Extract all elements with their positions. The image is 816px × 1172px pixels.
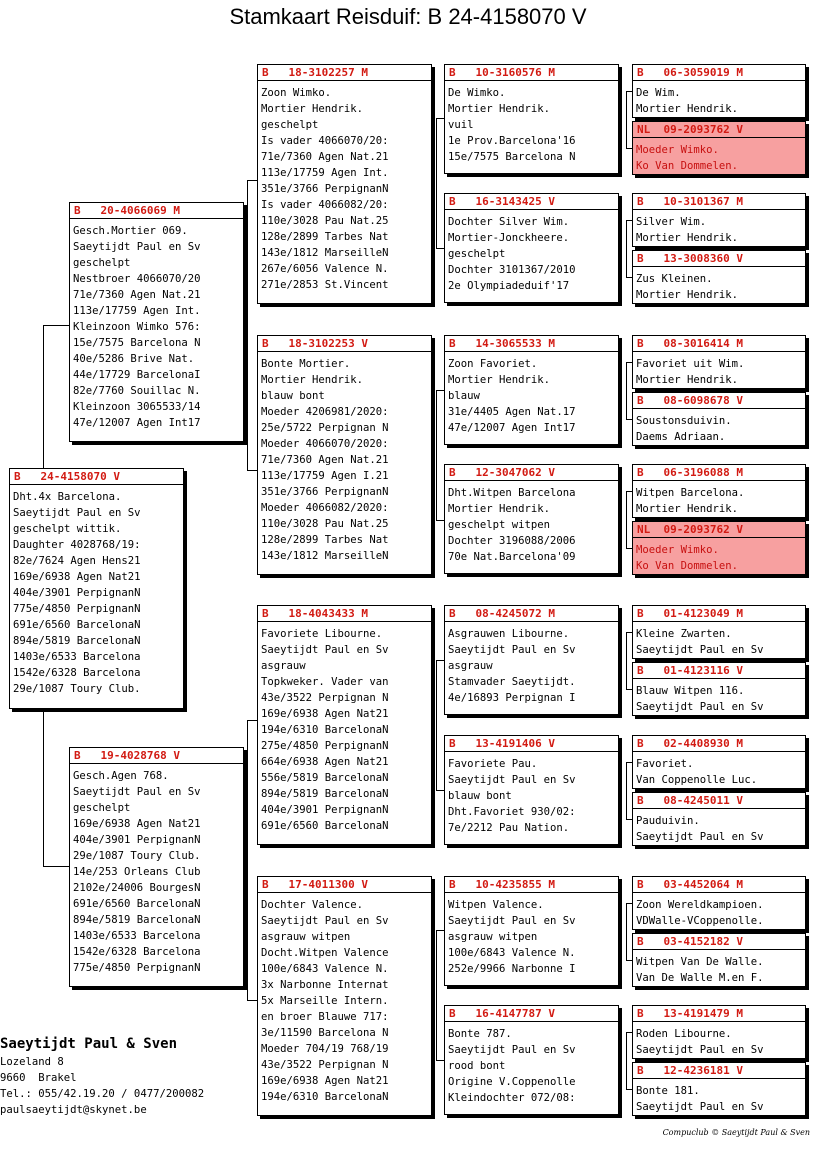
ring-number: B 01-4123116 V — [633, 663, 805, 679]
ring-number: B 01-4123049 M — [633, 606, 805, 622]
pigeon-name: Blauw Witpen 116. — [636, 685, 745, 697]
pedigree-note-line: Is vader 4066082/20: — [261, 199, 389, 211]
pedigree-note-line: Moeder 4066082/2020: — [261, 502, 389, 514]
pedigree-note-line: 47e/12007 Agen Int17 — [73, 417, 201, 429]
pedigree-note-line: 351e/3766 PerpignanN — [261, 183, 389, 195]
breeder-name: Mortier Hendrik. — [636, 503, 739, 515]
breeder-name: Mortier Hendrik. — [636, 289, 739, 301]
breeder-name: Saeytijdt Paul en Sv — [13, 507, 141, 519]
pedigree-box-ggf-2 — [444, 335, 619, 445]
breeder-name: Saeytijdt Paul en Sv — [73, 786, 201, 798]
breeder-name: Saeytijdt Paul en Sv — [636, 831, 764, 843]
pedigree-note-line: 169e/6938 Agen Nat21 — [73, 818, 201, 830]
pigeon-name: Dht.Witpen Barcelona — [448, 487, 576, 499]
pedigree-note-line: 894e/5819 BarcelonaN — [261, 788, 389, 800]
pedigree-box-father — [69, 202, 244, 442]
pedigree-note-line: 31e/4405 Agen Nat.17 — [448, 406, 576, 418]
pedigree-note-line: 169e/6938 Agen Nat21 — [13, 571, 141, 583]
breeder-name: Mortier Hendrik. — [448, 374, 551, 386]
pedigree-note-line: 128e/2899 Tarbes Nat — [261, 534, 389, 546]
pedigree-note-line: Kleinzoon Wimko 576: — [73, 321, 201, 333]
ring-number: B 08-4245011 V — [633, 793, 805, 809]
breeder-postal-line: 9660 Brakel — [0, 1072, 77, 1084]
pedigree-note-line: 2e Olympiadeduif'17 — [448, 280, 570, 292]
breeder-phone-line: Tel.: 055/42.19.20 / 0477/200082 — [0, 1088, 205, 1100]
pedigree-note-line: 113e/17759 Agen Int. — [73, 305, 201, 317]
pedigree-note-line: 1403e/6533 Barcelona — [73, 930, 201, 942]
pedigree-box-ggf-4 — [444, 876, 619, 986]
pigeon-name: Kleine Zwarten. — [636, 628, 732, 640]
pigeon-name: Dht.4x Barcelona. — [13, 491, 122, 503]
pedigree-box-gen4-13 — [632, 876, 806, 930]
pedigree-note-line: en broer Blauwe 717: — [261, 1011, 389, 1023]
pedigree-box-gen4-10 — [632, 662, 806, 716]
ring-number: B 10-4235855 M — [445, 877, 618, 893]
ring-number: B 24-4158070 V — [10, 469, 183, 485]
pedigree-note-line: 404e/3901 PerpignanN — [13, 587, 141, 599]
pedigree-note-line: 404e/3901 PerpignanN — [73, 834, 201, 846]
pigeon-name: Witpen Van De Walle. — [636, 956, 764, 968]
pedigree-box-paternal-grandfather — [257, 64, 432, 304]
pigeon-name: Moeder Wimko. — [636, 544, 719, 556]
breeder-name: Saeytijdt Paul en Sv — [448, 915, 576, 927]
breeder-name: Van De Walle M.en F. — [636, 972, 764, 984]
pedigree-box-gen4-4 — [632, 250, 806, 304]
pedigree-note-line: Origine V.Coppenolle — [448, 1076, 576, 1088]
pedigree-note-line: asgrauw — [261, 660, 306, 672]
pedigree-note-line: Topkweker. Vader van — [261, 676, 389, 688]
pedigree-note-line: blauw — [448, 390, 480, 402]
pedigree-box-ggm-2 — [444, 464, 619, 574]
ring-number: B 08-3016414 M — [633, 336, 805, 352]
ring-number: B 14-3065533 M — [445, 336, 618, 352]
pigeon-name: Witpen Barcelona. — [636, 487, 745, 499]
pedigree-box-gen4-16 — [632, 1062, 806, 1116]
pigeon-name: Dochter Valence. — [261, 899, 364, 911]
pedigree-box-gen4-8 — [632, 521, 806, 575]
pedigree-note-line: Is vader 4066070/20: — [261, 135, 389, 147]
pedigree-note-line: 128e/2899 Tarbes Nat — [261, 231, 389, 243]
breeder-name: Mortier Hendrik. — [636, 232, 739, 244]
ring-number: B 08-6098678 V — [633, 393, 805, 409]
ring-number: B 20-4066069 M — [70, 203, 243, 219]
breeder-name: Mortier Hendrik. — [636, 374, 739, 386]
pedigree-note-line: 5x Marseille Intern. — [261, 995, 389, 1007]
pedigree-note-line: 143e/1812 MarseilleN — [261, 550, 389, 562]
pedigree-box-paternal-grandmother — [257, 335, 432, 575]
pedigree-note-line: Nestbroer 4066070/20 — [73, 273, 201, 285]
breeder-name: Saeytijdt Paul en Sv — [448, 774, 576, 786]
breeder-name: Mortier Hendrik. — [448, 503, 551, 515]
pigeon-name: Favoriet uit Wim. — [636, 358, 745, 370]
pedigree-note-line: 40e/5286 Brive Nat. — [73, 353, 195, 365]
pedigree-note-line: Kleinzoon 3065533/14 — [73, 401, 201, 413]
pedigree-box-gen4-15 — [632, 1005, 806, 1059]
ring-number: B 16-3143425 V — [445, 194, 618, 210]
ring-number: B 12-3047062 V — [445, 465, 618, 481]
pedigree-box-ggm-4 — [444, 1005, 619, 1115]
pigeon-name: Zoon Favoriet. — [448, 358, 538, 370]
pedigree-note-line: 100e/6843 Valence N. — [261, 963, 389, 975]
pedigree-note-line: Moeder 4206981/2020: — [261, 406, 389, 418]
pedigree-note-line: 4e/16893 Perpignan I — [448, 692, 576, 704]
pigeon-name: De Wim. — [636, 87, 681, 99]
pedigree-box-gen4-2 — [632, 121, 806, 175]
pigeon-name: Moeder Wimko. — [636, 144, 719, 156]
pedigree-note-line: 775e/4850 PerpignanN — [13, 603, 141, 615]
pedigree-note-line: 71e/7360 Agen Nat.21 — [261, 151, 389, 163]
pedigree-note-line: 71e/7360 Agen Nat.21 — [261, 454, 389, 466]
pigeon-name: De Wimko. — [448, 87, 506, 99]
pedigree-note-line: 3x Narbonne Internat — [261, 979, 389, 991]
pedigree-note-line: 691e/6560 BarcelonaN — [73, 898, 201, 910]
pigeon-name: Bonte 787. — [448, 1028, 512, 1040]
pedigree-note-line: vuil — [448, 119, 474, 131]
pedigree-note-line: 113e/17759 Agen Int. — [261, 167, 389, 179]
pedigree-note-line: 194e/6310 BarcelonaN — [261, 724, 389, 736]
pedigree-box-subject — [9, 468, 184, 709]
ring-number: B 03-4152182 V — [633, 934, 805, 950]
pedigree-note-line: 894e/5819 BarcelonaN — [73, 914, 201, 926]
pedigree-box-gen4-11 — [632, 735, 806, 789]
pedigree-note-line: 82e/7624 Agen Hens21 — [13, 555, 141, 567]
pedigree-note-line: 169e/6938 Agen Nat21 — [261, 708, 389, 720]
pedigree-note-line: 271e/2853 St.Vincent — [261, 279, 389, 291]
pedigree-note-line: 404e/3901 PerpignanN — [261, 804, 389, 816]
pedigree-note-line: 71e/7360 Agen Nat.21 — [73, 289, 201, 301]
pedigree-note-line: asgrauw witpen — [448, 931, 538, 943]
pedigree-note-line: blauw bont — [448, 790, 512, 802]
pedigree-note-line: 1e Prov.Barcelona'16 — [448, 135, 576, 147]
pedigree-note-line: 1403e/6533 Barcelona — [13, 651, 141, 663]
pedigree-note-line: Dht.Favoriet 930/02: — [448, 806, 576, 818]
pedigree-note-line: 29e/1087 Toury Club. — [13, 683, 141, 695]
pedigree-note-line: geschelpt — [73, 802, 131, 814]
ring-number: B 19-4028768 V — [70, 748, 243, 764]
pedigree-note-line: 110e/3028 Pau Nat.25 — [261, 215, 389, 227]
breeder-name: Mortier Hendrik. — [261, 103, 364, 115]
pedigree-box-maternal-grandfather — [257, 605, 432, 845]
pedigree-note-line: asgrauw — [448, 660, 493, 672]
pigeon-name: Favoriete Libourne. — [261, 628, 383, 640]
pedigree-box-gen4-5 — [632, 335, 806, 389]
pedigree-box-ggm-1 — [444, 193, 619, 303]
pedigree-note-line: asgrauw witpen — [261, 931, 351, 943]
pedigree-box-gen4-7 — [632, 464, 806, 518]
ring-number: B 18-4043433 M — [258, 606, 431, 622]
pedigree-box-gen4-6 — [632, 392, 806, 446]
pedigree-box-gen4-9 — [632, 605, 806, 659]
pedigree-note-line: rood bont — [448, 1060, 506, 1072]
pedigree-note-line: Moeder 4066070/2020: — [261, 438, 389, 450]
pedigree-note-line: 894e/5819 BarcelonaN — [13, 635, 141, 647]
ring-number: B 06-3196088 M — [633, 465, 805, 481]
pigeon-name: Favoriete Pau. — [448, 758, 538, 770]
breeder-name: Mortier-Jonckheere. — [448, 232, 570, 244]
breeder-name: Van Coppenolle Luc. — [636, 774, 758, 786]
ring-number: B 13-3008360 V — [633, 251, 805, 267]
breeder-name: Saeytijdt Paul en Sv — [73, 241, 201, 253]
breeder-name: Saeytijdt Paul & Sven — [0, 1036, 178, 1052]
pedigree-note-line: Daughter 4028768/19: — [13, 539, 141, 551]
pedigree-box-gen4-1 — [632, 64, 806, 118]
pedigree-note-line: 100e/6843 Valence N. — [448, 947, 576, 959]
pedigree-note-line: geschelpt — [261, 119, 319, 131]
breeder-name: Mortier Hendrik. — [261, 374, 364, 386]
breeder-name: Saeytijdt Paul en Sv — [448, 644, 576, 656]
pigeon-name: Dochter Silver Wim. — [448, 216, 570, 228]
pigeon-name: Zoon Wimko. — [261, 87, 332, 99]
pigeon-name: Bonte Mortier. — [261, 358, 351, 370]
ring-number: B 12-4236181 V — [633, 1063, 805, 1079]
pigeon-name: Asgrauwen Libourne. — [448, 628, 570, 640]
pedigree-note-line: geschelpt — [448, 248, 506, 260]
pedigree-note-line: 110e/3028 Pau Nat.25 — [261, 518, 389, 530]
ring-number: B 13-4191406 V — [445, 736, 618, 752]
pedigree-note-line: 29e/1087 Toury Club. — [73, 850, 201, 862]
pedigree-box-ggm-3 — [444, 735, 619, 845]
pedigree-note-line: Stamvader Saeytijdt. — [448, 676, 576, 688]
pedigree-note-line: 2102e/24006 BourgesN — [73, 882, 201, 894]
pedigree-note-line: Moeder 704/19 768/19 — [261, 1043, 389, 1055]
pigeon-name: Favoriet. — [636, 758, 694, 770]
pedigree-box-gen4-3 — [632, 193, 806, 247]
pedigree-note-line: 43e/3522 Perpignan N — [261, 1059, 389, 1071]
pedigree-note-line: 775e/4850 PerpignanN — [73, 962, 201, 974]
pedigree-note-line: 351e/3766 PerpignanN — [261, 486, 389, 498]
pedigree-note-line: 194e/6310 BarcelonaN — [261, 1091, 389, 1103]
pedigree-note-line: 82e/7760 Souillac N. — [73, 385, 201, 397]
breeder-name: Saeytijdt Paul en Sv — [636, 701, 764, 713]
pedigree-note-line: Dochter 3101367/2010 — [448, 264, 576, 276]
pedigree-note-line: 47e/12007 Agen Int17 — [448, 422, 576, 434]
breeder-email[interactable]: paulsaeytijdt@skynet.be — [0, 1104, 147, 1116]
breeder-name: Saeytijdt Paul en Sv — [636, 1101, 764, 1113]
pedigree-note-line: 7e/2212 Pau Nation. — [448, 822, 570, 834]
pedigree-note-line: geschelpt — [73, 257, 131, 269]
pedigree-box-ggf-1 — [444, 64, 619, 174]
ring-number: B 13-4191479 M — [633, 1006, 805, 1022]
pedigree-note-line: 252e/9966 Narbonne I — [448, 963, 576, 975]
breeder-name: Saeytijdt Paul en Sv — [261, 915, 389, 927]
pedigree-note-line: Kleindochter 072/08: — [448, 1092, 576, 1104]
ring-number: B 08-4245072 M — [445, 606, 618, 622]
pedigree-note-line: 664e/6938 Agen Nat21 — [261, 756, 389, 768]
pedigree-box-gen4-12 — [632, 792, 806, 846]
pedigree-note-line: 169e/6938 Agen Nat21 — [261, 1075, 389, 1087]
pedigree-note-line: 43e/3522 Perpignan N — [261, 692, 389, 704]
pedigree-note-line: blauw bont — [261, 390, 325, 402]
pedigree-note-line: 14e/253 Orleans Club — [73, 866, 201, 878]
pedigree-note-line: 113e/17759 Agen I.21 — [261, 470, 389, 482]
pedigree-note-line: 691e/6560 BarcelonaN — [13, 619, 141, 631]
breeder-name: Daems Adriaan. — [636, 431, 726, 443]
breeder-name: Saeytijdt Paul en Sv — [261, 644, 389, 656]
pigeon-name: Witpen Valence. — [448, 899, 544, 911]
pigeon-name: Zoon Wereldkampioen. — [636, 899, 764, 911]
pedigree-note-line: geschelpt wittik. — [13, 523, 122, 535]
pedigree-note-line: 275e/4850 PerpignanN — [261, 740, 389, 752]
breeder-name: Saeytijdt Paul en Sv — [636, 644, 764, 656]
ring-number: B 16-4147787 V — [445, 1006, 618, 1022]
breeder-address-line: Lozeland 8 — [0, 1056, 64, 1068]
ring-number: B 02-4408930 M — [633, 736, 805, 752]
pedigree-note-line: 3e/11590 Barcelona N — [261, 1027, 389, 1039]
ring-number: B 06-3059019 M — [633, 65, 805, 81]
pedigree-note-line: 70e Nat.Barcelona'09 — [448, 551, 576, 563]
pigeon-name: Gesch.Agen 768. — [73, 770, 169, 782]
pigeon-name: Silver Wim. — [636, 216, 707, 228]
pedigree-box-mother — [69, 747, 244, 987]
ring-number: NL 09-2093762 V — [633, 522, 805, 538]
pigeon-name: Roden Libourne. — [636, 1028, 732, 1040]
ring-number: B 18-3102253 V — [258, 336, 431, 352]
pedigree-note-line: 15e/7575 Barcelona N — [73, 337, 201, 349]
pedigree-note-line: 1542e/6328 Barcelona — [13, 667, 141, 679]
breeder-name: VDWalle-VCoppenolle. — [636, 915, 764, 927]
breeder-name: Saeytijdt Paul en Sv — [636, 1044, 764, 1056]
ring-number: NL 09-2093762 V — [633, 122, 805, 138]
pedigree-note-line: Dochter 3196088/2006 — [448, 535, 576, 547]
ring-number: B 10-3101367 M — [633, 194, 805, 210]
breeder-name: Ko Van Dommelen. — [636, 560, 739, 572]
pedigree-note-line: 267e/6056 Valence N. — [261, 263, 389, 275]
pedigree-box-gen4-14 — [632, 933, 806, 987]
pedigree-note-line: 15e/7575 Barcelona N — [448, 151, 576, 163]
footer-credit: Compuclub © Saeytijdt Paul & Sven — [662, 1128, 810, 1137]
pigeon-name: Zus Kleinen. — [636, 273, 713, 285]
breeder-contact-block — [0, 1034, 204, 1118]
pedigree-note-line: 1542e/6328 Barcelona — [73, 946, 201, 958]
pedigree-note-line: 25e/5722 Perpignan N — [261, 422, 389, 434]
pedigree-note-line: 691e/6560 BarcelonaN — [261, 820, 389, 832]
pedigree-note-line: geschelpt witpen — [448, 519, 551, 531]
pigeon-name: Soustonsduivin. — [636, 415, 732, 427]
pedigree-note-line: 44e/17729 BarcelonaI — [73, 369, 201, 381]
ring-number: B 03-4452064 M — [633, 877, 805, 893]
pedigree-box-maternal-grandmother — [257, 876, 432, 1116]
breeder-name: Mortier Hendrik. — [448, 103, 551, 115]
pigeon-name: Pauduivin. — [636, 815, 700, 827]
breeder-name: Ko Van Dommelen. — [636, 160, 739, 172]
pedigree-box-ggf-3 — [444, 605, 619, 715]
pedigree-note-line: Docht.Witpen Valence — [261, 947, 389, 959]
ring-number: B 17-4011300 V — [258, 877, 431, 893]
pigeon-name: Bonte 181. — [636, 1085, 700, 1097]
pedigree-note-line: 556e/5819 BarcelonaN — [261, 772, 389, 784]
page-title: Stamkaart Reisduif: B 24-4158070 V — [229, 4, 587, 29]
ring-number: B 10-3160576 M — [445, 65, 618, 81]
ring-number: B 18-3102257 M — [258, 65, 431, 81]
pigeon-name: Gesch.Mortier 069. — [73, 225, 188, 237]
pedigree-note-line: 143e/1812 MarseilleN — [261, 247, 389, 259]
breeder-name: Mortier Hendrik. — [636, 103, 739, 115]
breeder-name: Saeytijdt Paul en Sv — [448, 1044, 576, 1056]
